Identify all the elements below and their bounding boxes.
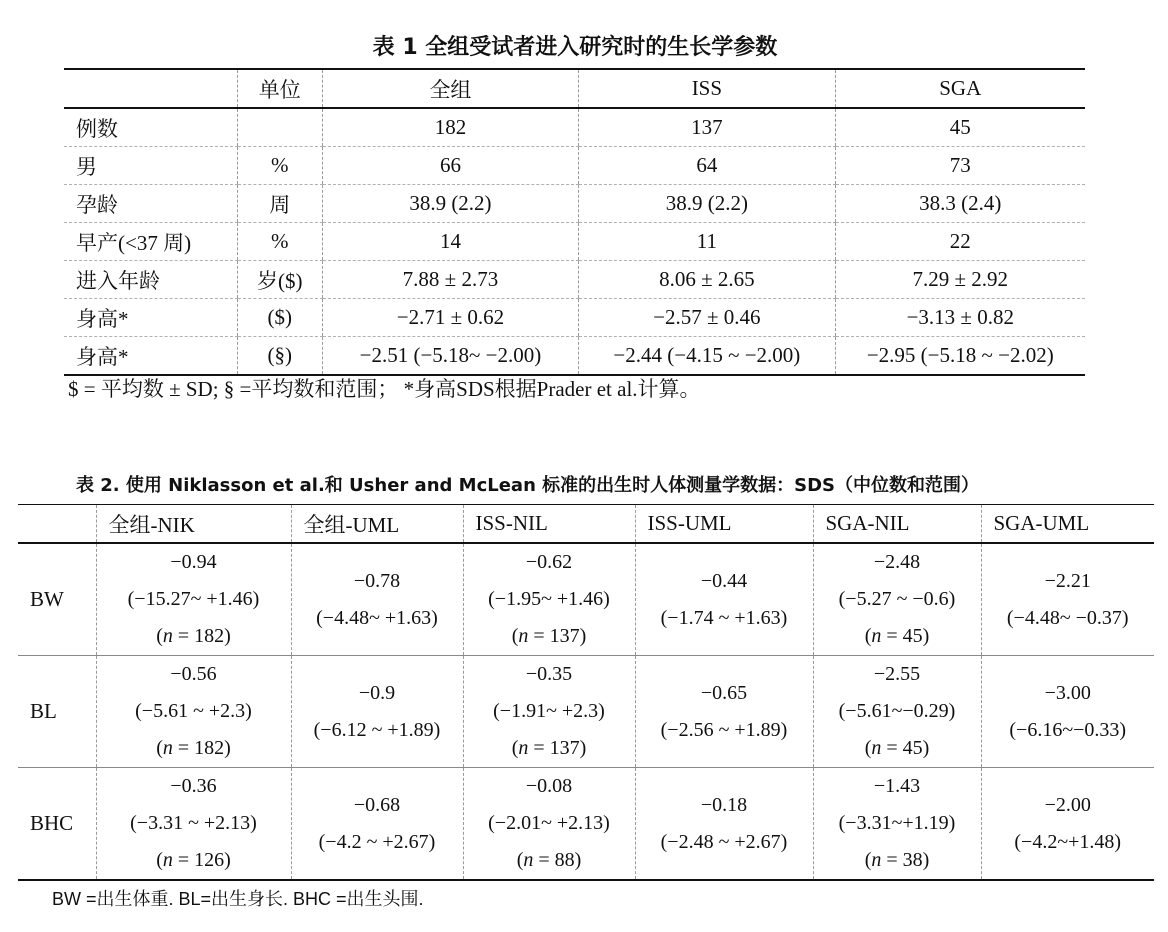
table2-cell	[981, 768, 1154, 881]
table2-cell-n: (n = 88)	[516, 849, 582, 871]
table1-header-cell: 全组	[322, 69, 579, 108]
table2-cell	[635, 656, 813, 768]
table2-cell	[635, 543, 813, 656]
table1-cell: %	[237, 147, 322, 185]
table2-cell-range: (−2.01~ +2.13)	[488, 812, 610, 834]
table1-cell: 周	[237, 185, 322, 223]
table2-cell-median: −0.94	[170, 551, 217, 573]
table1-header-cell	[64, 69, 237, 108]
table1-cell: 22	[835, 223, 1085, 261]
table2-cell-n: (n = 45)	[864, 737, 930, 759]
table1-row	[64, 108, 1085, 147]
table2-cell-median: −0.44	[700, 569, 748, 592]
table2-title: 表 2. 使用 Niklasson et al.和 Usher and McLean 标准的出生时人体测量学数据：SDS（中位数和范围）	[76, 475, 980, 496]
table1-cell: −2.95 (−5.18 ~ −2.02)	[835, 337, 1085, 376]
table1-row-label: 进入年龄	[64, 261, 237, 299]
table2-cell-range: (−4.2~+1.48)	[1014, 830, 1122, 853]
table1-header-cell: SGA	[835, 69, 1085, 108]
table2-header-cell: SGA-UML	[981, 505, 1154, 544]
table2-cell-median: −0.35	[525, 663, 573, 685]
table2-row	[18, 543, 1154, 656]
table2-cell-median: −2.48	[873, 551, 921, 573]
table1-cell: 7.29 ± 2.92	[835, 261, 1085, 299]
table1-row	[64, 223, 1085, 261]
table2-cell-n: (n = 38)	[864, 849, 930, 871]
table2-cell-median: −0.78	[353, 569, 401, 592]
table2-cell-range: (−5.61~−0.29)	[838, 700, 956, 722]
table1-row	[64, 337, 1085, 376]
table2-cell-range: (−6.12 ~ +1.89)	[313, 718, 441, 741]
table2-cell	[463, 656, 635, 768]
table2-cell-median: −0.36	[170, 775, 217, 797]
table2-cell	[291, 768, 463, 881]
table2-cell-range: (−1.91~ +2.3)	[493, 700, 605, 722]
table1-cell: −2.44 (−4.15 ~ −2.00)	[579, 337, 835, 376]
table1-row-label: 例数	[64, 108, 237, 147]
table1-cell: 66	[322, 147, 579, 185]
table2-cell	[96, 768, 291, 881]
table2-cell	[291, 543, 463, 656]
table1-row-label: 早产(<37 周)	[64, 223, 237, 261]
table1-cell: 45	[835, 108, 1085, 147]
table2-cell-median: −2.21	[1044, 569, 1091, 592]
table2-cell	[291, 656, 463, 768]
table2-cell-range: (−4.48~ +1.63)	[316, 606, 438, 629]
table2-header-cell: 全组-NIK	[96, 505, 291, 544]
table2-cell	[813, 543, 981, 656]
table2-cell-n: (n = 182)	[156, 625, 231, 647]
table1-cell: 38.9 (2.2)	[579, 185, 835, 223]
table2-header-cell: 全组-UML	[291, 505, 463, 544]
table2-cell-median: −0.08	[525, 775, 573, 797]
table1-footnote: $ = 平均数 ± SD; § =平均数和范围； *身高SDS根据Prader et al.计算。	[68, 377, 701, 401]
table1-cell: 38.9 (2.2)	[322, 185, 579, 223]
table2-row-label: BL	[18, 656, 96, 768]
table1-row	[64, 147, 1085, 185]
table1-cell: 8.06 ± 2.65	[579, 261, 835, 299]
table1-header-cell: ISS	[579, 69, 835, 108]
table1-cell: 137	[579, 108, 835, 147]
table2-cell	[635, 768, 813, 881]
table2-row-label: BHC	[18, 768, 96, 881]
table2-cell-range: (−5.27 ~ −0.6)	[838, 588, 956, 610]
table2-cell	[813, 768, 981, 881]
table2-cell-n: (n = 45)	[864, 625, 930, 647]
table2-cell-range: (−2.48 ~ +2.67)	[660, 830, 788, 853]
table2-header-cell: ISS-UML	[635, 505, 813, 544]
table1-cell: 14	[322, 223, 579, 261]
table2-row	[18, 656, 1154, 768]
table1-row-label: 孕龄	[64, 185, 237, 223]
table2-header-cell: SGA-NIL	[813, 505, 981, 544]
table1-row-label: 身高*	[64, 337, 237, 376]
table2	[18, 504, 1154, 881]
table1-row-label: 身高*	[64, 299, 237, 337]
table1-cell: %	[237, 223, 322, 261]
table1	[64, 68, 1085, 376]
table2-cell-n: (n = 182)	[156, 737, 231, 759]
table2-cell-range: (−3.31~+1.19)	[838, 812, 956, 834]
table2-cell-range: (−4.48~ −0.37)	[1006, 606, 1129, 629]
table1-cell: ($)	[237, 299, 322, 337]
table1-cell: (§)	[237, 337, 322, 376]
table2-cell	[981, 543, 1154, 656]
table2-cell-range: (−3.31 ~ +2.13)	[130, 812, 257, 834]
table2-cell-n: (n = 137)	[511, 737, 587, 759]
table1-row-label: 男	[64, 147, 237, 185]
table2-cell-range: (−2.56 ~ +1.89)	[660, 718, 788, 741]
table2-cell-median: −2.55	[873, 663, 921, 685]
table2-cell-median: −3.00	[1044, 681, 1091, 704]
table1-cell: 岁($)	[237, 261, 322, 299]
table2-cell	[96, 656, 291, 768]
table2-cell	[813, 656, 981, 768]
table1-cell: −3.13 ± 0.82	[835, 299, 1085, 337]
table2-cell-range: (−5.61 ~ +2.3)	[135, 700, 252, 722]
table2-footnote: BW =出生体重. BL=出生身长. BHC =出生头围.	[52, 889, 424, 909]
table1-header-row	[64, 69, 1085, 108]
table2-cell-median: −0.68	[353, 793, 401, 816]
table1-cell: 73	[835, 147, 1085, 185]
table2-cell-median: −0.9	[358, 681, 396, 704]
table2-cell-median: −0.65	[700, 681, 748, 704]
table2-header-row	[18, 505, 1154, 544]
table1-title: 表 1 全组受试者进入研究时的生长学参数	[372, 35, 778, 60]
table2-cell-range: (−1.95~ +1.46)	[488, 588, 610, 610]
table2-cell-range: (−15.27~ +1.46)	[127, 588, 260, 610]
table2-cell-median: −0.18	[700, 793, 748, 816]
table2-row-label: BW	[18, 543, 96, 656]
table1-cell: 11	[579, 223, 835, 261]
table1-cell: −2.57 ± 0.46	[579, 299, 835, 337]
table2-cell-median: −1.43	[873, 775, 921, 797]
table2-cell-median: −2.00	[1044, 793, 1091, 816]
table2-cell	[463, 543, 635, 656]
table2-cell-median: −0.62	[525, 551, 573, 573]
table2-cell-n: (n = 126)	[156, 849, 231, 871]
table2-cell	[981, 656, 1154, 768]
table1-cell: 7.88 ± 2.73	[322, 261, 579, 299]
table2-cell-median: −0.56	[170, 663, 217, 685]
table2-cell-range: (−6.16~−0.33)	[1009, 718, 1127, 741]
table2-header-cell	[18, 505, 96, 544]
table2-cell-range: (−1.74 ~ +1.63)	[660, 606, 788, 629]
table2-cell	[463, 768, 635, 881]
table1-cell: 182	[322, 108, 579, 147]
table1-cell: 38.3 (2.4)	[835, 185, 1085, 223]
table1-row	[64, 261, 1085, 299]
table1-cell: 64	[579, 147, 835, 185]
table1-cell: −2.51 (−5.18~ −2.00)	[322, 337, 579, 376]
table1-header-cell: 单位	[237, 69, 322, 108]
table2-header-cell: ISS-NIL	[463, 505, 635, 544]
table1-row	[64, 299, 1085, 337]
table1-row	[64, 185, 1085, 223]
table2-row	[18, 768, 1154, 881]
table1-cell	[237, 108, 322, 147]
table2-cell-n: (n = 137)	[511, 625, 587, 647]
table2-cell	[96, 543, 291, 656]
table2-cell-range: (−4.2 ~ +2.67)	[318, 830, 436, 853]
table1-cell: −2.71 ± 0.62	[322, 299, 579, 337]
